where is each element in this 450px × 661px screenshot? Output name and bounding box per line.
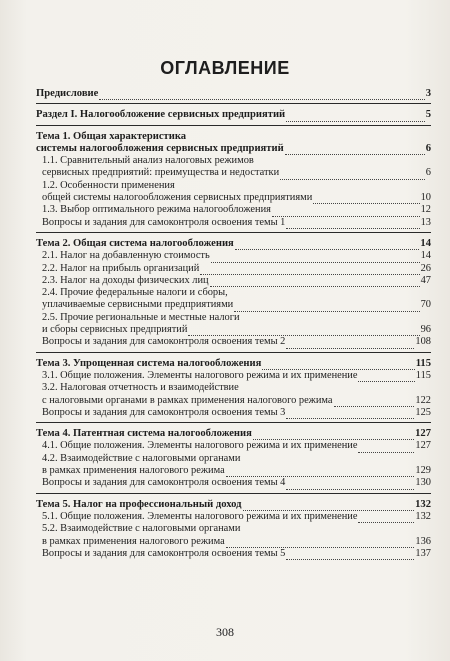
toc-entry-text: Тема 3. Упрощенная система налогообложения: [36, 357, 262, 369]
toc-entry-text: системы налогообложения сервисных предприятий: [36, 142, 284, 154]
toc-entry-text: 2.1. Налог на добавленную стоимость: [42, 250, 210, 262]
toc-entry-text: Вопросы и задания для самоконтроля освоения темы 5: [42, 547, 286, 559]
leader-dots: [188, 326, 419, 336]
leader-dots: [286, 219, 419, 229]
leader-dots: [285, 145, 425, 155]
leader-dots: [334, 397, 415, 407]
toc-page-number: 130: [415, 477, 431, 489]
toc-page-number: 10: [420, 192, 431, 204]
toc-page-number: 14: [420, 250, 431, 262]
toc-entry-text: Вопросы и задания для самоконтроля освоения темы 4: [42, 477, 286, 489]
toc-entry: [36, 536, 431, 548]
toc-entry-text: Тема 5. Налог на профессиональный доход: [36, 498, 242, 510]
toc-page-number: 122: [415, 394, 431, 406]
toc-entry: [36, 192, 431, 204]
toc-page-number: 132: [415, 498, 431, 510]
toc-entry-text: Вопросы и задания для самоконтроля освоения темы 1: [42, 216, 286, 228]
leader-dots: [286, 112, 425, 122]
leader-dots: [286, 409, 414, 419]
toc-entry: [36, 453, 431, 465]
toc-entry-text: общей системы налогообложения сервисных предприятиями: [42, 192, 313, 204]
toc-entry: [36, 440, 431, 452]
toc-entry-text: уплачиваемые сервисными предприятиями: [42, 299, 234, 311]
toc-section: [36, 499, 431, 563]
toc-entry: [36, 407, 431, 419]
toc-entry: [36, 250, 431, 262]
toc-page-number: 6: [425, 142, 431, 154]
toc-entry-text: в рамках применения налогового режима: [42, 465, 225, 477]
toc-entry-text: Тема 4. Патентная система налогообложения: [36, 428, 252, 440]
toc-entry-text: 1.1. Сравнительный анализ налоговых режимов: [42, 155, 254, 167]
toc-entry-text: 2.3. Налог на доходы физических лиц: [42, 274, 209, 286]
toc-entry: [36, 465, 431, 477]
leader-dots: [211, 253, 420, 263]
toc-page-number: 13: [420, 216, 431, 228]
toc-entry: [36, 217, 431, 229]
toc-entry-text: 5.2. Взаимодействие с налоговыми органами: [42, 523, 241, 535]
toc-page-number: 14: [420, 237, 431, 249]
toc-entry: [36, 204, 431, 216]
leader-dots: [358, 443, 414, 453]
toc-entry: [36, 180, 431, 192]
toc-page-number: 115: [415, 369, 431, 381]
leader-dots: [286, 550, 414, 560]
leader-dots: [253, 430, 414, 440]
toc-page-number: 132: [415, 510, 431, 522]
toc-entry: [36, 324, 431, 336]
toc-section: [36, 428, 431, 493]
toc-heading: [36, 428, 431, 440]
toc-entry-text: 2.5. Прочие региональные и местные налоги: [42, 311, 240, 323]
toc-entry-text: Вопросы и задания для самоконтроля освоения темы 3: [42, 406, 286, 418]
toc-entry: [36, 511, 431, 523]
toc-page-number: 5: [425, 109, 431, 121]
toc-entry-text: 5.1. Общие положения. Элементы налогового режима и их применение: [42, 510, 358, 522]
toc-entry-text: 3.2. Налоговая отчетность и взаимодействие: [42, 382, 239, 394]
leader-dots: [200, 265, 419, 275]
leader-dots: [226, 467, 415, 477]
toc-page-number: 127: [415, 428, 431, 440]
toc-page-number: 6: [425, 167, 431, 179]
toc-page-number: 129: [415, 465, 431, 477]
toc-page-number: 125: [415, 406, 431, 418]
toc-entry-text: 1.3. Выбор оптимального режима налогообложения: [42, 204, 271, 216]
toc-entry-text: в рамках применения налогового режима: [42, 535, 225, 547]
toc-entry: [36, 336, 431, 348]
toc-page-number: 26: [420, 262, 431, 274]
leader-dots: [358, 513, 414, 523]
toc-entry: [36, 382, 431, 394]
toc-entry: [36, 548, 431, 560]
toc-page-number: 115: [415, 357, 431, 369]
toc-entry-text: Раздел I. Налогообложение сервисных предприятий: [36, 109, 286, 121]
toc-heading: [36, 143, 431, 155]
toc-section: [36, 109, 431, 125]
toc-entry: [36, 523, 431, 535]
toc-entry: [36, 299, 431, 311]
leader-dots: [272, 207, 420, 217]
toc-entry-text: сервисных предприятий: преимущества и недостатки: [42, 167, 280, 179]
toc-page-number: 12: [420, 204, 431, 216]
toc-page-number: 96: [420, 324, 431, 336]
toc-entry-text: Вопросы и задания для самоконтроля освоения темы 2: [42, 336, 286, 348]
leader-dots: [210, 277, 420, 287]
toc-heading: [36, 109, 431, 121]
toc-page-number: 47: [420, 274, 431, 286]
toc-entry: [36, 395, 431, 407]
toc-entry-text: и сборы сервисных предприятий: [42, 324, 188, 336]
leader-dots: [226, 538, 415, 548]
toc-page-number: 137: [415, 547, 431, 559]
toc-entry: [36, 477, 431, 489]
toc-entry-text: 3.1. Общие положения. Элементы налогового режима и их применение: [42, 369, 358, 381]
toc-section: [36, 238, 431, 353]
leader-dots: [262, 360, 414, 370]
table-of-contents: [36, 88, 431, 568]
leader-dots: [358, 372, 414, 382]
toc-page-number: 136: [415, 535, 431, 547]
toc-heading: [36, 131, 431, 143]
leader-dots: [243, 501, 415, 511]
toc-section: [36, 358, 431, 423]
toc-section: [36, 88, 431, 104]
toc-entry: [36, 287, 431, 299]
leader-dots: [286, 339, 414, 349]
toc-entry-text: Тема 1. Общая характеристика: [36, 130, 187, 142]
toc-entry-text: 4.1. Общие положения. Элементы налогового режима и их применение: [42, 440, 358, 452]
toc-entry-text: Тема 2. Общая система налогообложения: [36, 237, 234, 249]
leader-dots: [280, 170, 425, 180]
toc-page-number: 3: [425, 88, 431, 99]
toc-entry: [36, 155, 431, 167]
toc-section: [36, 131, 431, 233]
toc-entry: [36, 370, 431, 382]
leader-dots: [234, 302, 419, 312]
toc-entry: [36, 312, 431, 324]
toc-heading: [36, 499, 431, 511]
leader-dots: [313, 194, 419, 204]
toc-entry-text: с налоговыми органами в рамках применения налогового режима: [42, 394, 333, 406]
toc-page-number: 108: [415, 336, 431, 348]
toc-entry: [36, 263, 431, 275]
toc-entry-text: 2.2. Налог на прибыль организаций: [42, 262, 200, 274]
leader-dots: [235, 240, 420, 250]
toc-entry: [36, 275, 431, 287]
leader-dots: [99, 90, 424, 100]
toc-entry: [36, 167, 431, 179]
toc-entry-text: Предисловие: [36, 88, 99, 99]
toc-entry-text: 2.4. Прочие федеральные налоги и сборы,: [42, 287, 228, 299]
toc-page-number: 70: [420, 299, 431, 311]
toc-entry-text: 1.2. Особенности применения: [42, 179, 175, 191]
toc-heading: [36, 88, 431, 100]
toc-entry-text: 4.2. Взаимодействие с налоговыми органами: [42, 452, 241, 464]
page-title: ОГЛАВЛЕНИЕ: [160, 58, 290, 78]
page-number: 308: [216, 625, 234, 639]
toc-heading: [36, 238, 431, 250]
leader-dots: [286, 480, 414, 490]
toc-page-number: 127: [415, 440, 431, 452]
toc-heading: [36, 358, 431, 370]
